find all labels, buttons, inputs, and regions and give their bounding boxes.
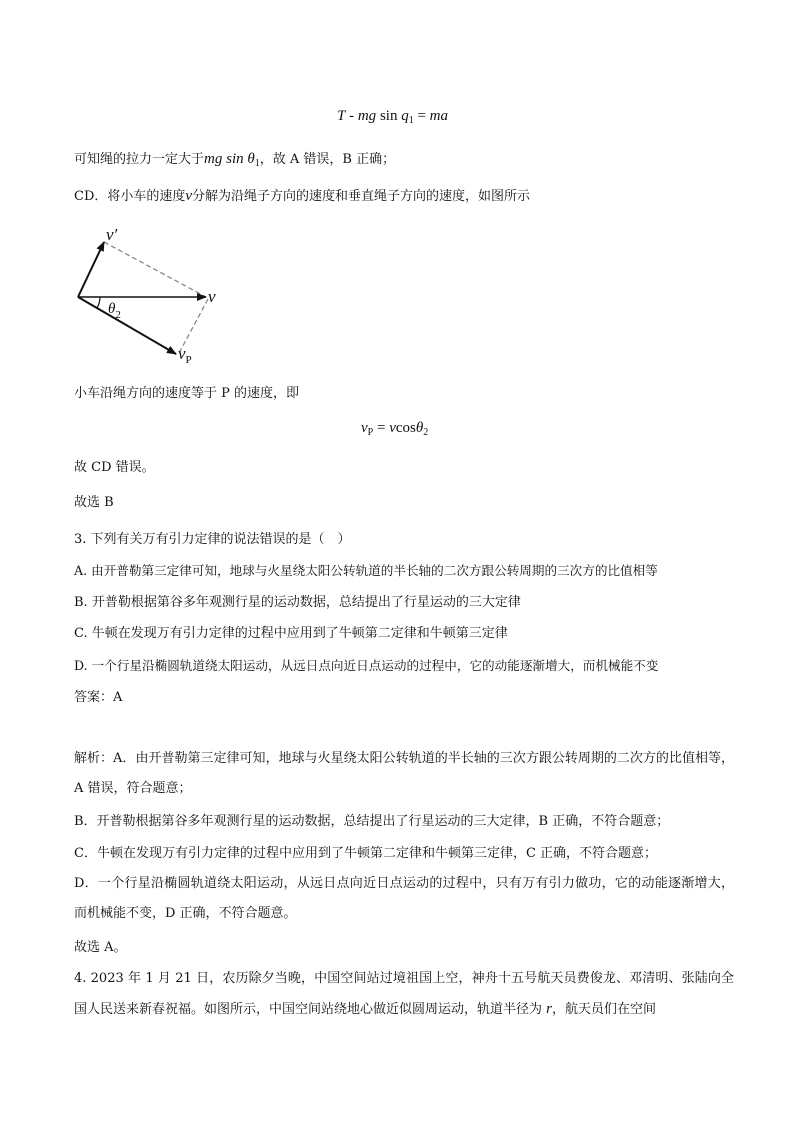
paragraph-rope-speed: 小车沿绳方向的速度等于 P 的速度，即 xyxy=(74,386,300,401)
dashed-line-top xyxy=(104,242,206,297)
label-theta: $\theta_2$ xyxy=(108,301,121,321)
question-3-option-a: A. 由开普勒第三定律可知，地球与火星绕太阳公转轨道的半长轴的二次方跟公转周期的三次方的比值相等 xyxy=(74,563,658,578)
label-v: v xyxy=(208,287,216,306)
paragraph-cd-wrong: 故 CD 错误。 xyxy=(74,460,155,475)
paragraph-choose-b: 故选 B xyxy=(74,495,114,510)
label-vp: $v_P$ xyxy=(178,344,192,366)
analysis-option-c: C．牛顿在发现万有引力定律的过程中应用到了牛顿第二定律和牛顿第三定律，C 正确，不符合题意； xyxy=(74,846,658,861)
paragraph-tension-conclusion: 可知绳的拉力一定大于mg $\sin \theta_1$，故 A 错误，B 正确； xyxy=(74,151,396,169)
arrow-v-prime xyxy=(78,242,104,297)
question-3-option-c: C. 牛顿在发现万有引力定律的过程中应用到了牛顿第二定律和牛顿第三定律 xyxy=(74,626,508,641)
equation-tension: T - mg $\sin q_1$ = ma xyxy=(337,108,449,126)
arrow-vp xyxy=(78,297,176,354)
question-4-stem: 4. 2023 年 1 月 21 日，农历除夕当晚，中国空间站过境祖国上空，神舟十五号航天员费俊龙、邓清明、张陆向全国人民送来新春祝福。如图所示，中国空间站绕地心做近似圆周运动，轨道半径为 r，航天员们在空间 xyxy=(74,971,734,1017)
question-3-option-d: D. 一个行星沿椭圆轨道绕太阳运动，从远日点向近日点运动的过程中，它的动能逐渐增大，而机械能不变 xyxy=(74,658,659,673)
velocity-decomposition-diagram xyxy=(70,222,230,372)
label-v-prime: v′ xyxy=(106,225,118,244)
question-3-stem: 3. 下列有关万有引力定律的说法错误的是（ ） xyxy=(74,532,351,547)
question-3-answer: 答案：A xyxy=(74,690,123,705)
angle-arc xyxy=(97,297,100,308)
analysis-choice: 故选 A。 xyxy=(74,940,127,955)
analysis-option-a: 解析：A．由开普勒第三定律可知，地球与火星绕太阳公转轨道的半长轴的三次方跟公转周期的二次方的比值相等，A 错误，符合题意； xyxy=(74,751,734,796)
analysis-option-b: B．开普勒根据第谷多年观测行星的运动数据，总结提出了行星运动的三大定律，B 正确，不符合题意； xyxy=(74,814,670,829)
question-3-option-b: B. 开普勒根据第谷多年观测行星的运动数据，总结提出了行星运动的三大定律 xyxy=(74,595,521,610)
paragraph-velocity-decomposition: CD．将小车的速度v分解为沿绳子方向的速度和垂直绳子方向的速度，如图所示 xyxy=(74,188,531,204)
analysis-option-d: D．一个行星沿椭圆轨道绕太阳运动，从远日点向近日点运动的过程中，只有万有引力做功，它的动能逐渐增大，而机械能不变，D 正确，不符合题意。 xyxy=(74,876,734,921)
equation-vp: $v_P = vcos\theta_2$ xyxy=(361,420,429,438)
